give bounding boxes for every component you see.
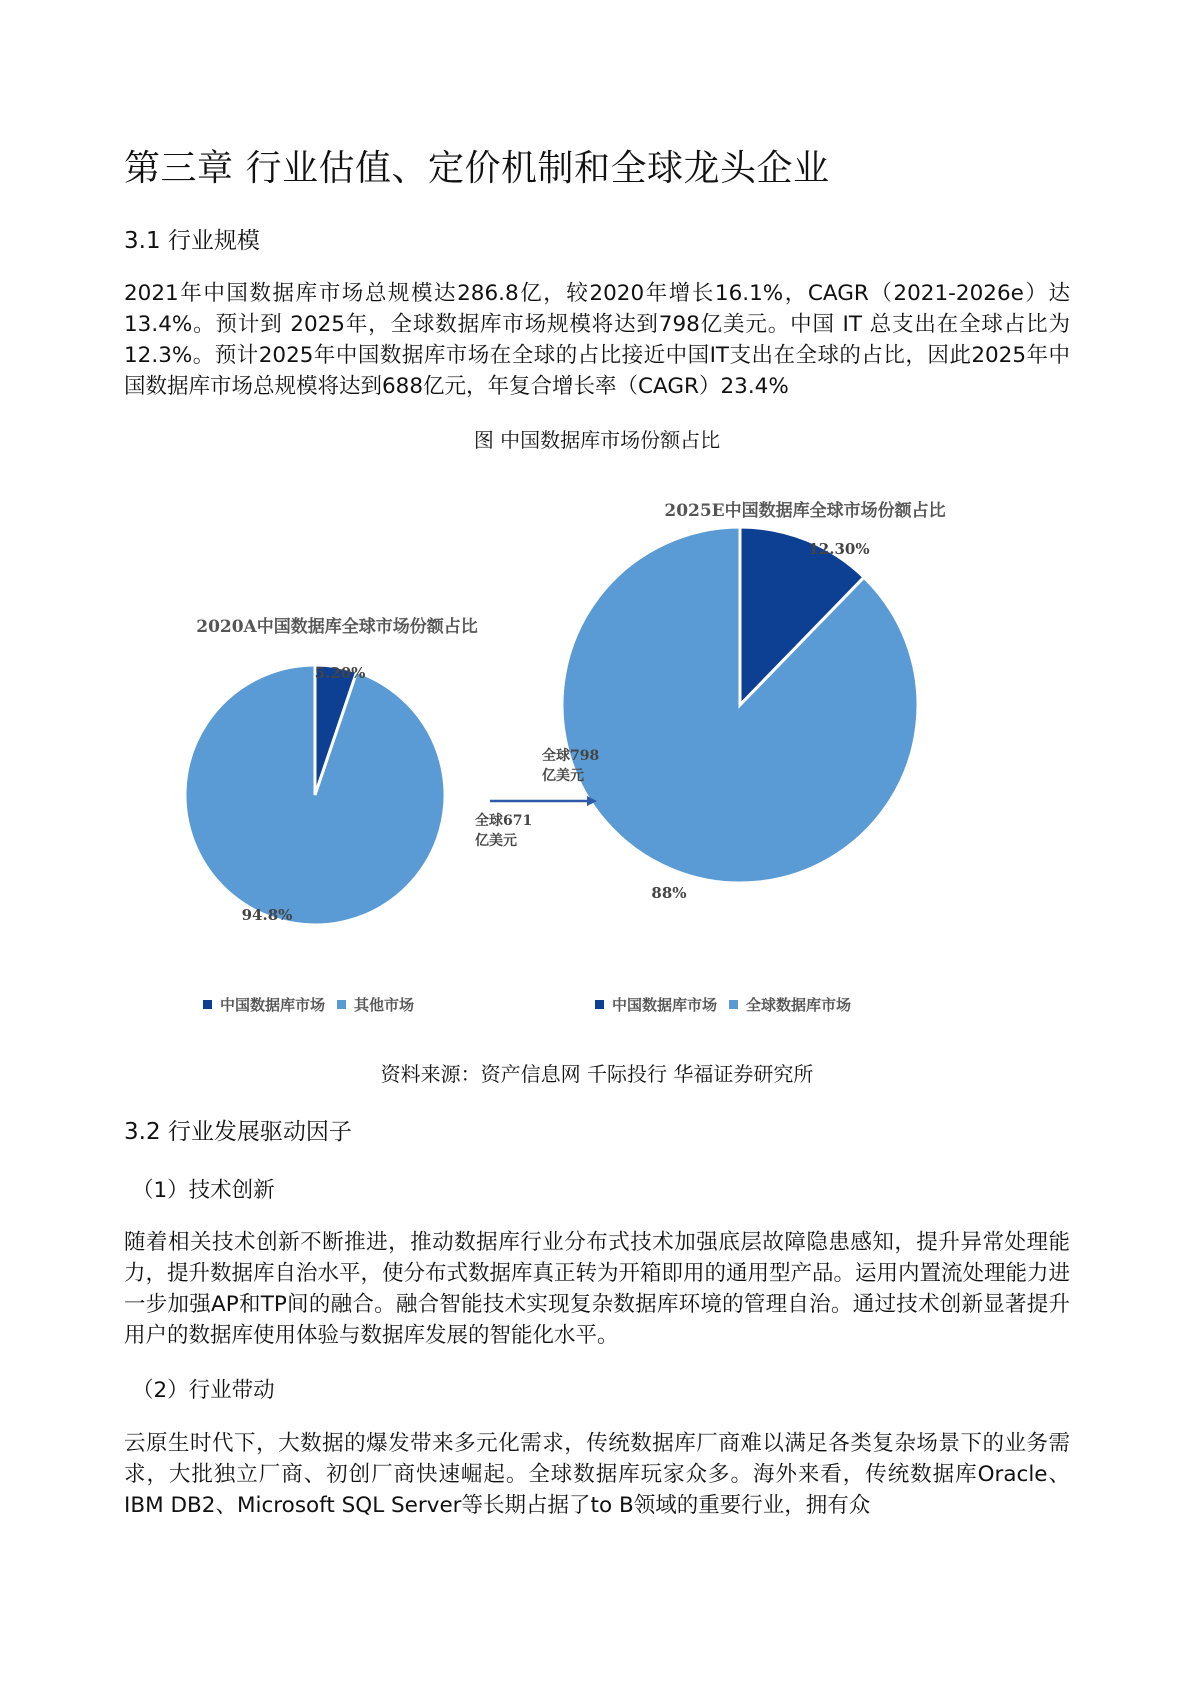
section-heading-drivers: 3.2 行业发展驱动因子 bbox=[124, 1119, 352, 1145]
legend-2020a bbox=[203, 996, 414, 1014]
market-share-charts bbox=[185, 495, 985, 1035]
chapter-title: 第三章 行业估值、定价机制和全球龙头企业 bbox=[124, 148, 830, 189]
legend-0-label-0: 中国数据库市场 bbox=[220, 996, 326, 1014]
legend-1-swatch-0 bbox=[595, 1000, 604, 1009]
pie-0-data-label-0: 5.20% bbox=[314, 664, 366, 682]
arrow-label-after-line2: 亿美元 bbox=[542, 768, 584, 784]
legend-0-swatch-1 bbox=[337, 1000, 346, 1009]
pie-2025e bbox=[562, 527, 918, 902]
paragraph-tech-innovation: 随着相关技术创新不断推进，推动数据库行业分布式技术加强底层故障隐患感知，提升异常处理能力，提升数据库自治水平，使分布式数据库真正转为开箱即用的通用型产品。运用内置流处理能力进一步加强AP和TP间的融合。融合智能技术实现复杂数据库环境的管理自治。通过技术创新显著提升用户的数据库使用体验与数据库发展的智能化水平。 bbox=[124, 1230, 1071, 1348]
legend-0-label-1: 其他市场 bbox=[354, 996, 415, 1014]
pie-0-data-label-1: 94.8% bbox=[241, 906, 293, 924]
legend-1-label-0: 中国数据库市场 bbox=[612, 996, 718, 1014]
pie-0-slice-1 bbox=[185, 665, 445, 925]
paragraph-industry-driven: 云原生时代下，大数据的爆发带来多元化需求，传统数据库厂商难以满足各类复杂场景下的业务需求，大批独立厂商、初创厂商快速崛起。全球数据库玩家众多。海外来看，传统数据库Oracle、IBM DB2、Microsoft SQL Server等长期占据了to B领域的重要行业，拥有众 bbox=[124, 1431, 1070, 1518]
subheading-industry-driven: （2）行业带动 bbox=[132, 1378, 275, 1403]
legend-0-swatch-0 bbox=[203, 1000, 212, 1009]
pie-1-slice-1 bbox=[562, 527, 918, 883]
growth-arrow bbox=[475, 747, 599, 849]
subheading-tech-innovation: （1）技术创新 bbox=[132, 1178, 275, 1203]
arrow-label-before-line2: 亿美元 bbox=[475, 833, 517, 849]
pie-2020a bbox=[185, 664, 445, 925]
pie-1-data-label-0: 12.30% bbox=[808, 540, 870, 558]
figure-caption: 图 中国数据库市场份额占比 bbox=[473, 428, 721, 452]
legend-2025e bbox=[595, 996, 851, 1014]
paragraph-market-scale: 2021年中国数据库市场总规模达286.8亿，较2020年增长16.1%，CAGR（2021-2026e）达13.4%。预计到 2025年，全球数据库市场规模将达到798亿美元。中国 IT 总支出在全球占比为12.3%。预计2025年中国数据库市场在全球的占比接近中国IT支出在全球的占比，因此2025年中国数据库市场总规模将达到688亿元，年复合增长率（CAGR）23.4% bbox=[124, 281, 1070, 399]
chart-title-2020a: 2020A中国数据库全球市场份额占比 bbox=[196, 617, 478, 637]
chart-title-2025e: 2025E中国数据库全球市场份额占比 bbox=[664, 501, 946, 521]
arrow-label-after-line1: 全球798 bbox=[542, 748, 600, 764]
legend-1-swatch-1 bbox=[729, 1000, 738, 1009]
pie-1-data-label-1: 88% bbox=[651, 884, 687, 902]
arrow-label-before-line1: 全球671 bbox=[475, 813, 533, 829]
section-heading-scale: 3.1 行业规模 bbox=[124, 228, 260, 254]
figure-source: 资料来源：资产信息网 千际投行 华福证券研究所 bbox=[380, 1062, 814, 1086]
legend-1-label-1: 全球数据库市场 bbox=[746, 996, 852, 1014]
